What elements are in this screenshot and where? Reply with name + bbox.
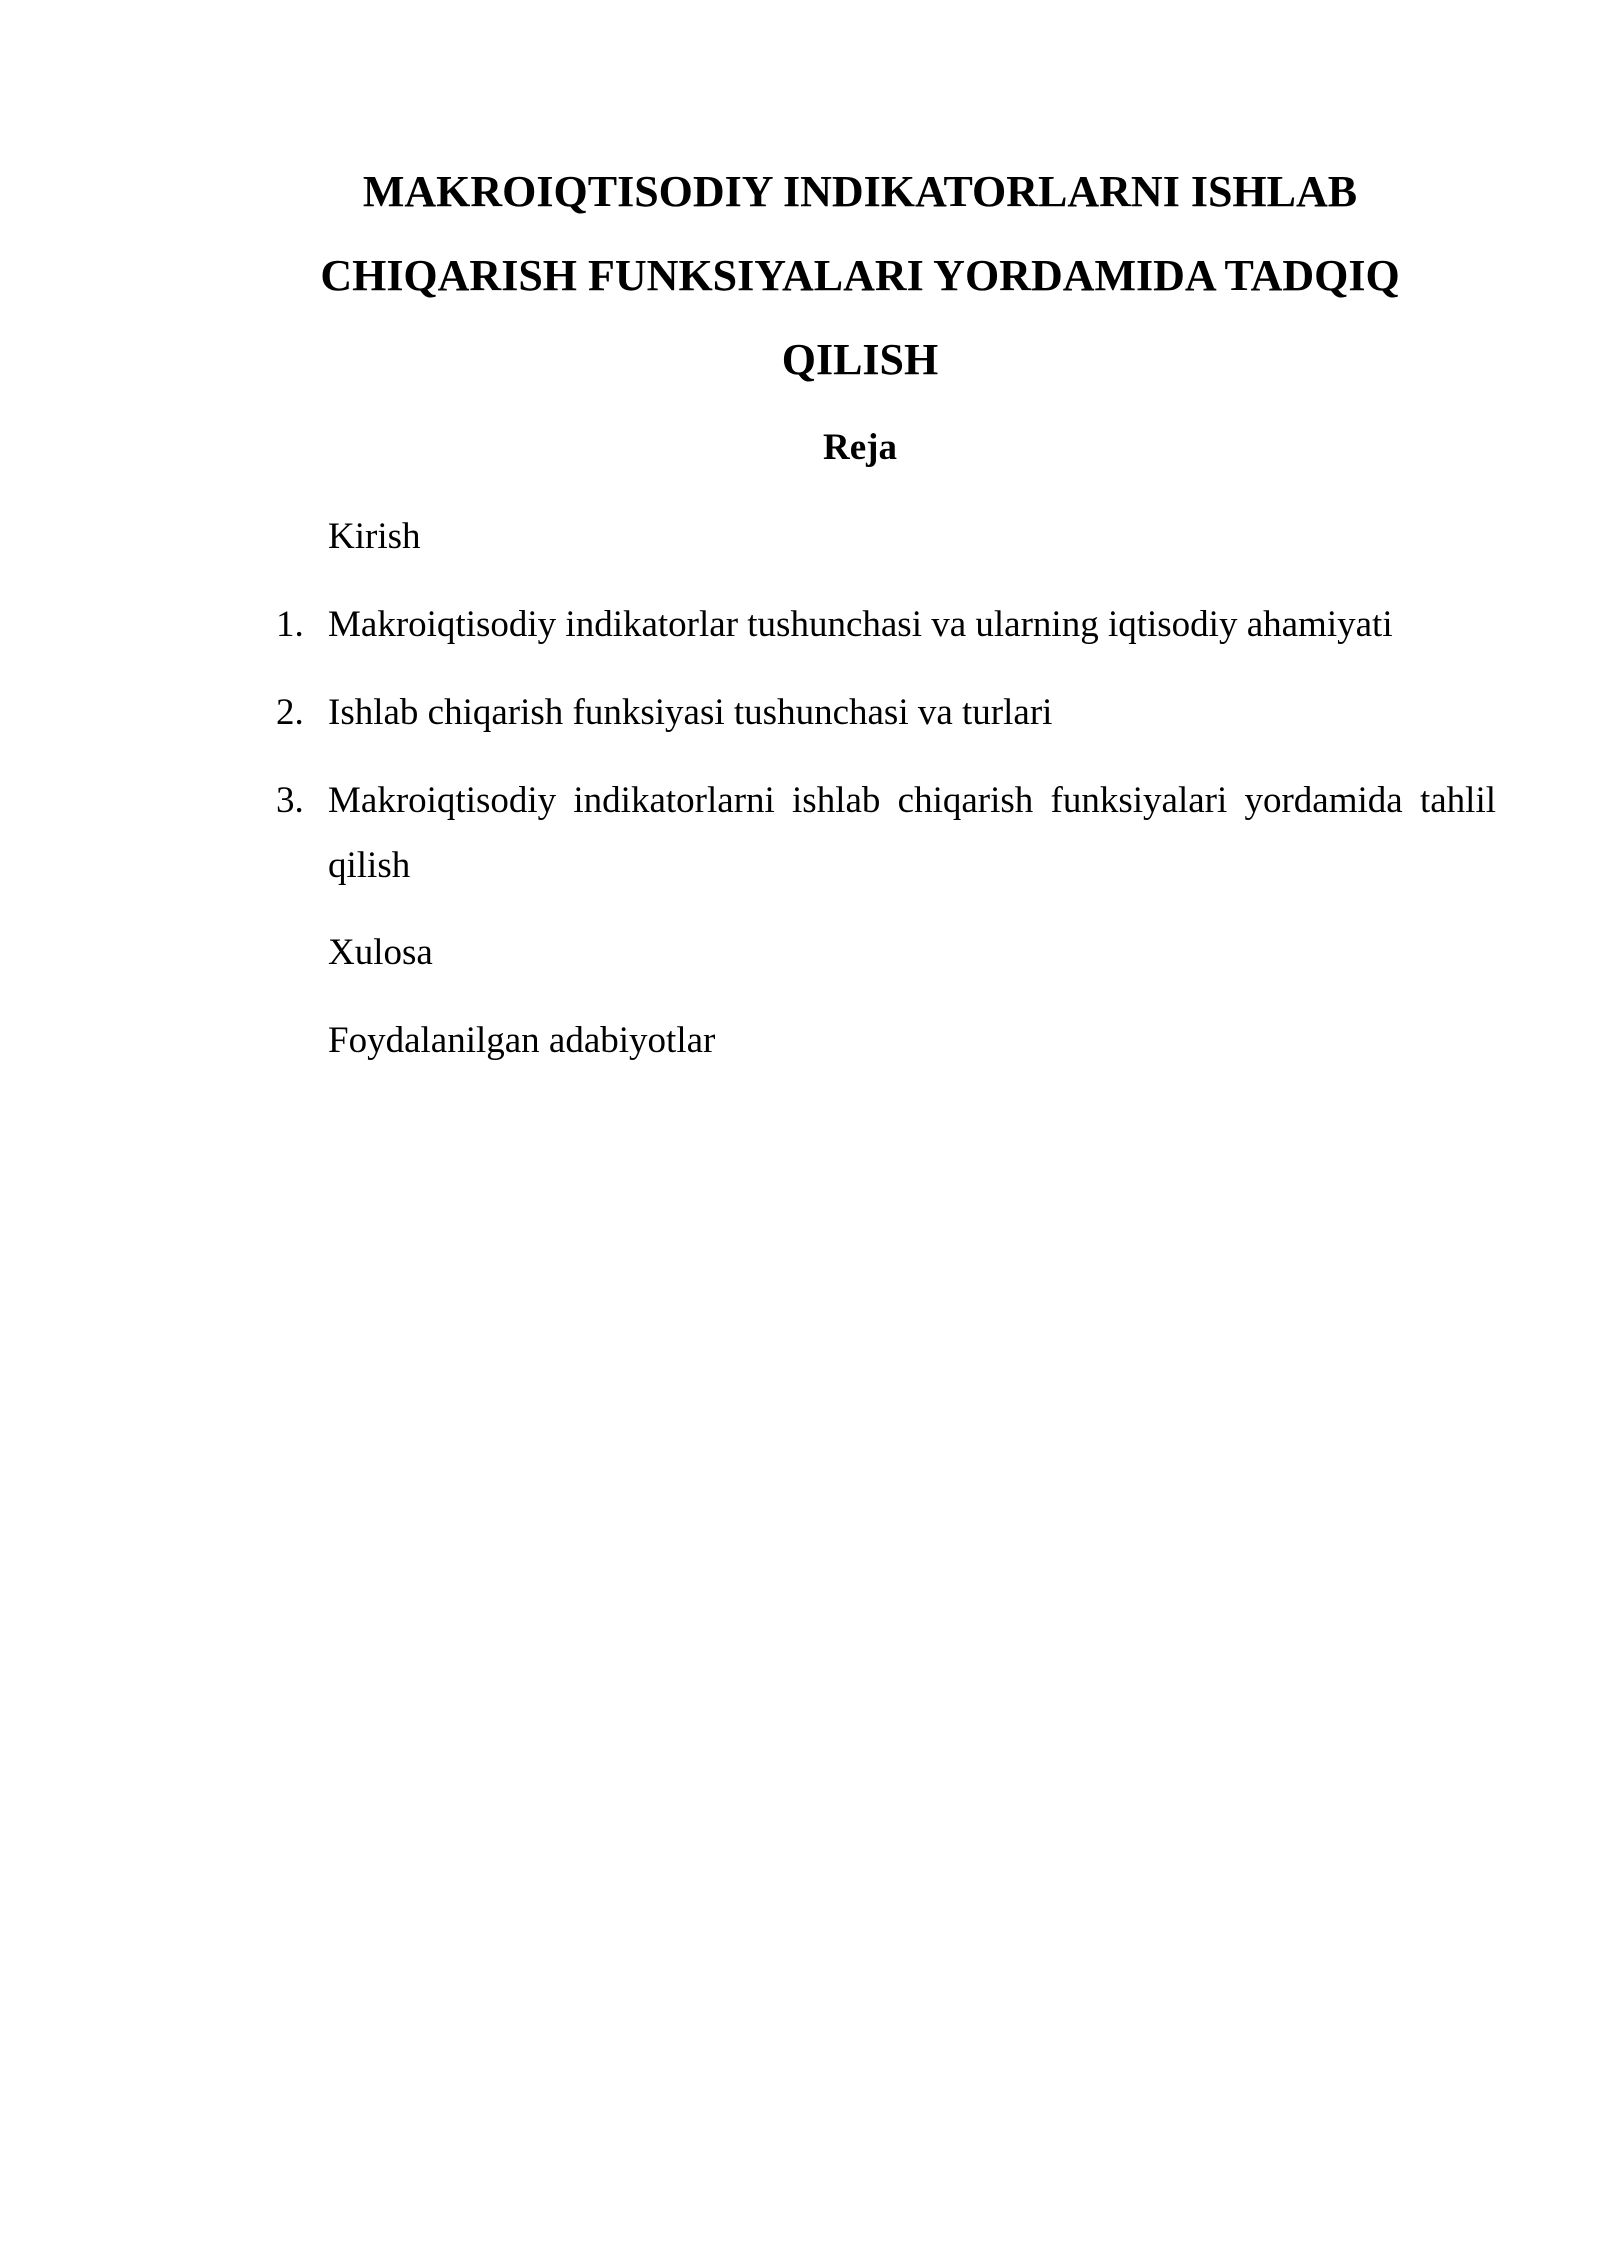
- document-title: [220, 150, 1500, 402]
- title-line-3: QILISH: [781, 335, 939, 384]
- plan-references: Foydalanilgan adabiyotlar: [328, 1020, 716, 1061]
- plan-item-1-number: 1.: [276, 604, 304, 645]
- plan-conclusion: Xulosa: [328, 932, 433, 973]
- plan-intro: Kirish: [328, 516, 421, 557]
- plan-item-3-text: Makroiqtisodiy indikatorlarni ishlab chiqarish funksiyalari yordamida tahlil qilish: [328, 780, 1496, 886]
- plan-item-1-text: Makroiqtisodiy indikatorlar tushunchasi va ularning iqtisodiy ahamiyati: [328, 604, 1393, 645]
- title-line-2: CHIQARISH FUNKSIYALARI YORDAMIDA TADQIQ: [320, 251, 1400, 300]
- title-line-1: MAKROIQTISODIY INDIKATORLARNI ISHLAB: [362, 167, 1358, 216]
- plan-item-2-text: Ishlab chiqarish funksiyasi tushunchasi va turlari: [328, 692, 1053, 733]
- plan-heading: Reja: [823, 427, 897, 468]
- plan-item-3-number: 3.: [276, 780, 304, 821]
- plan-item-2-number: 2.: [276, 692, 304, 733]
